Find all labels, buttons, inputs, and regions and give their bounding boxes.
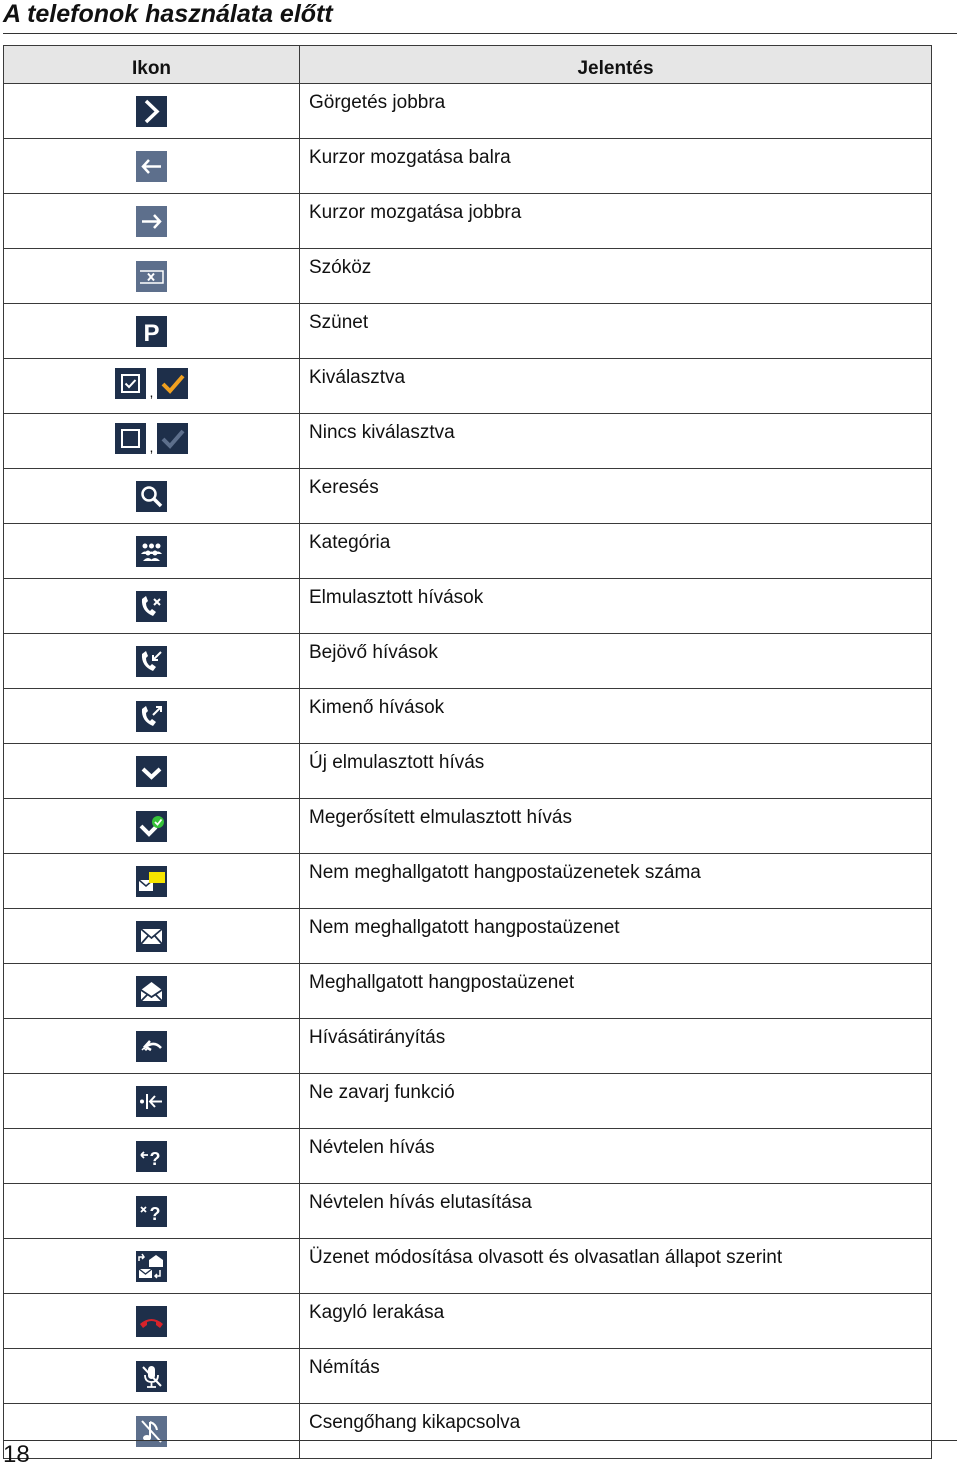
table-row: [4, 469, 932, 524]
scroll-right-icon: [136, 96, 167, 127]
svg-text:P: P: [143, 319, 160, 347]
table-row: [4, 689, 932, 744]
meaning-text: Kurzor mozgatása jobbra: [300, 194, 932, 249]
meaning-text: Új elmulasztott hívás: [300, 744, 932, 799]
meaning-text: Névtelen hívás: [300, 1129, 932, 1184]
header-icon: Ikon: [4, 46, 300, 84]
icon-separator: ,: [149, 439, 154, 455]
table-row: [4, 634, 932, 689]
outgoing-call-icon: [136, 701, 167, 732]
meaning-text: Nem meghallgatott hangpostaüzenetek száma: [300, 854, 932, 909]
title-divider: [3, 33, 957, 34]
table-row: [4, 139, 932, 194]
table-row: [4, 414, 932, 469]
table-row: [4, 194, 932, 249]
checkmark-gray-icon: [157, 423, 188, 454]
meaning-text: Megerősített elmulasztott hívás: [300, 799, 932, 854]
checkbox-checked-icon: [115, 368, 146, 399]
do-not-disturb-icon: [136, 1086, 167, 1117]
heard-voicemail-icon: [136, 976, 167, 1007]
meaning-text: Nincs kiválasztva: [300, 414, 932, 469]
meaning-text: Keresés: [300, 469, 932, 524]
pause-icon: [136, 316, 167, 347]
unheard-voicemail-icon: [136, 921, 167, 952]
footer-divider: [3, 1440, 957, 1441]
table-row: [4, 1074, 932, 1129]
table-row: [4, 1129, 932, 1184]
table-row: [4, 359, 932, 414]
icon-meaning-table: [3, 45, 932, 1459]
category-icon: [136, 536, 167, 567]
table-row: [4, 1239, 932, 1294]
table-row: [4, 909, 932, 964]
cursor-right-icon: [136, 206, 167, 237]
message-read-toggle-icon: [136, 1251, 167, 1282]
table-row: [4, 964, 932, 1019]
search-icon: [136, 481, 167, 512]
new-missed-call-icon: [136, 756, 167, 787]
table-row: [4, 524, 932, 579]
hang-up-icon: [136, 1306, 167, 1337]
meaning-text: Kategória: [300, 524, 932, 579]
svg-text:?: ?: [149, 1203, 161, 1224]
svg-text:?: ?: [149, 1148, 161, 1169]
meaning-text: Kagyló lerakása: [300, 1294, 932, 1349]
meaning-text: Elmulasztott hívások: [300, 579, 932, 634]
ringer-off-icon: [136, 1416, 167, 1447]
table-row: [4, 579, 932, 634]
table-row: [4, 1404, 932, 1459]
meaning-text: Görgetés jobbra: [300, 84, 932, 139]
icon-separator: ,: [149, 384, 154, 400]
mute-icon: [136, 1361, 167, 1392]
page-title: A telefonok használata előtt: [3, 0, 333, 28]
voicemail-count-icon: [136, 866, 167, 897]
incoming-call-icon: [136, 646, 167, 677]
meaning-text: Kimenő hívások: [300, 689, 932, 744]
table-row: [4, 1184, 932, 1239]
table-row: [4, 1349, 932, 1404]
meaning-text: Csengőhang kikapcsolva: [300, 1404, 932, 1459]
meaning-text: Szünet: [300, 304, 932, 359]
meaning-text: Nem meghallgatott hangpostaüzenet: [300, 909, 932, 964]
table-row: [4, 249, 932, 304]
table-row: [4, 304, 932, 359]
table-row: [4, 744, 932, 799]
checkbox-empty-icon: [115, 423, 146, 454]
space-icon: [136, 261, 167, 292]
meaning-text: Ne zavarj funkció: [300, 1074, 932, 1129]
meaning-text: Kiválasztva: [300, 359, 932, 414]
table-row: [4, 854, 932, 909]
meaning-text: Némítás: [300, 1349, 932, 1404]
cursor-left-icon: [136, 151, 167, 182]
meaning-text: Névtelen hívás elutasítása: [300, 1184, 932, 1239]
page-number: 18: [3, 1441, 30, 1468]
meaning-text: Kurzor mozgatása balra: [300, 139, 932, 194]
meaning-text: Bejövő hívások: [300, 634, 932, 689]
meaning-text: Hívásátirányítás: [300, 1019, 932, 1074]
table-row: [4, 1294, 932, 1349]
checkmark-orange-icon: [157, 368, 188, 399]
table-row: [4, 799, 932, 854]
table-row: [4, 1019, 932, 1074]
table-header-row: [4, 46, 932, 84]
header-meaning: Jelentés: [300, 46, 932, 84]
call-forward-icon: [136, 1031, 167, 1062]
anonymous-call-icon: [136, 1141, 167, 1172]
table-row: [4, 84, 932, 139]
missed-call-icon: [136, 591, 167, 622]
meaning-text: Üzenet módosítása olvasott és olvasatlan állapot szerint: [300, 1239, 932, 1294]
anonymous-call-reject-icon: [136, 1196, 167, 1227]
confirmed-missed-call-icon: [136, 811, 167, 842]
meaning-text: Meghallgatott hangpostaüzenet: [300, 964, 932, 1019]
meaning-text: Szóköz: [300, 249, 932, 304]
